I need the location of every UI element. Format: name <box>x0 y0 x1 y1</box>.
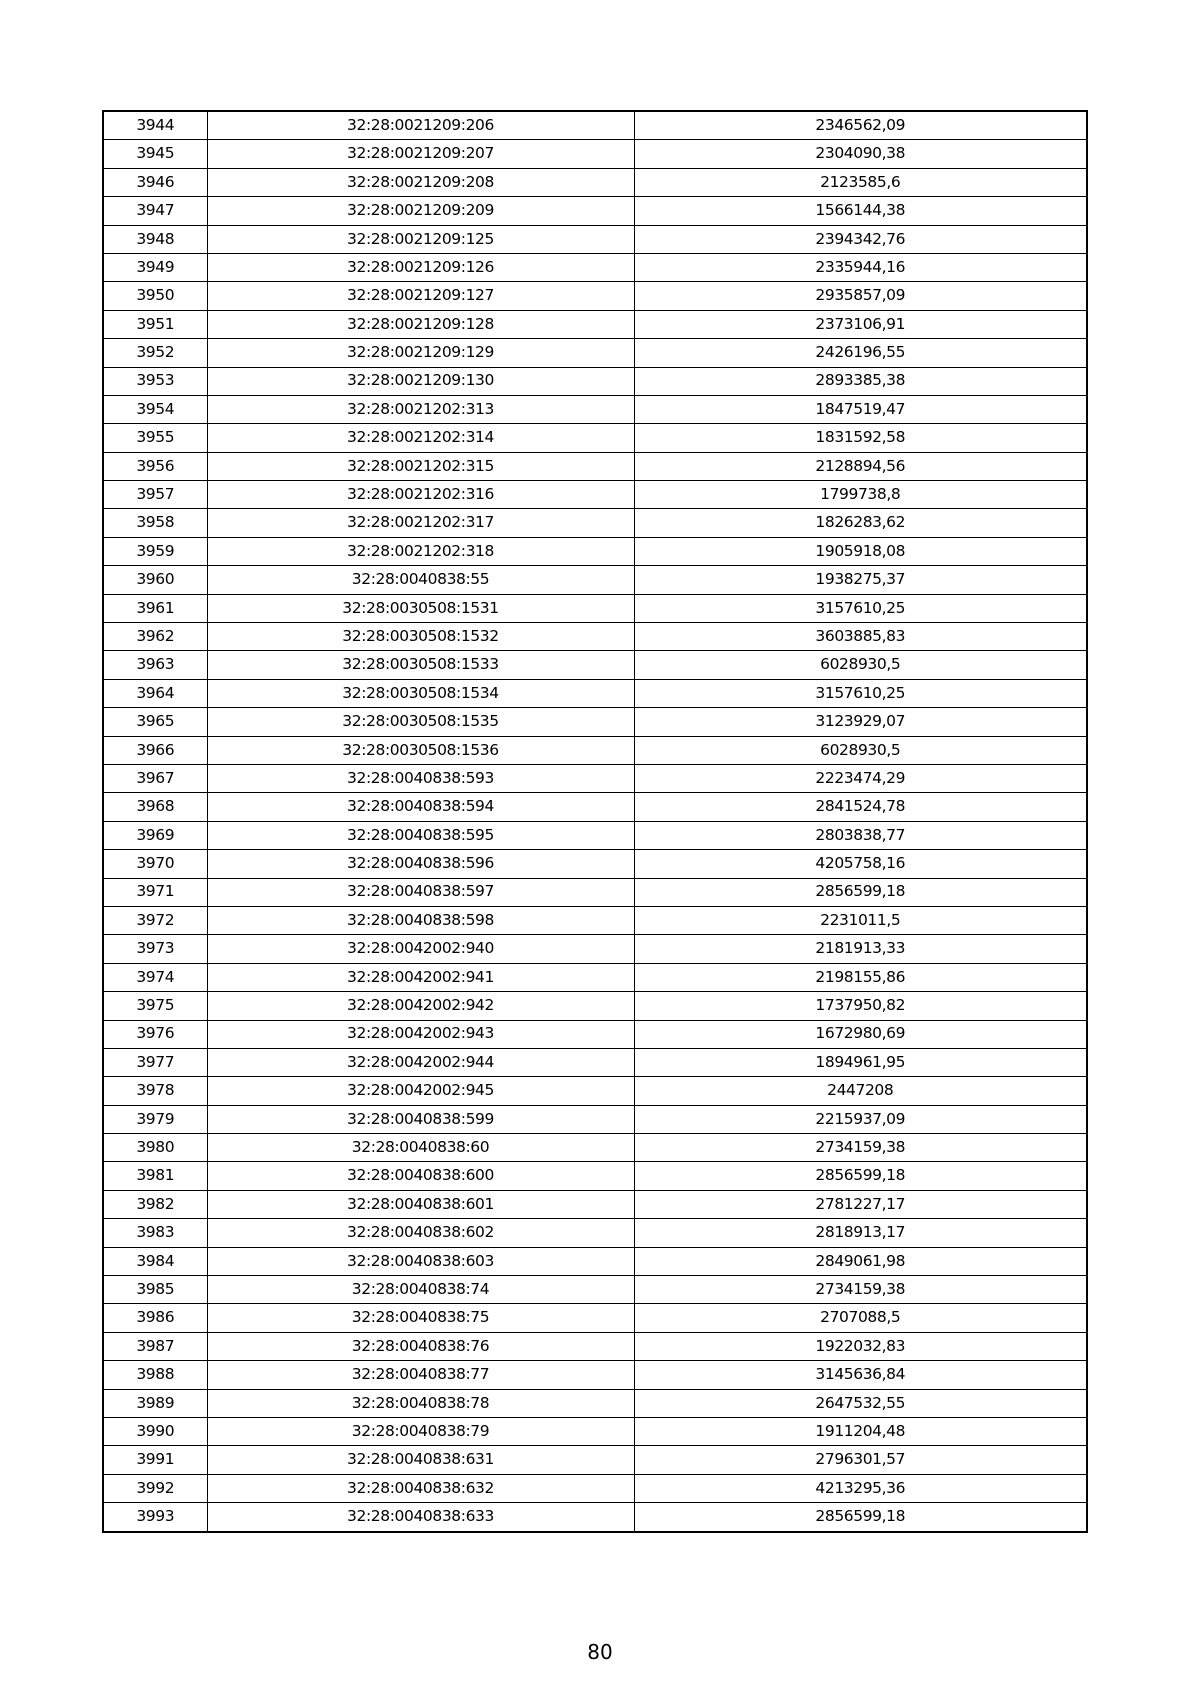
row-number-cell: 3982 <box>103 1190 207 1218</box>
table-row <box>103 225 1087 253</box>
cadastral-number-cell: 32:28:0030508:1533 <box>207 651 634 679</box>
row-number-cell: 3990 <box>103 1417 207 1445</box>
cadastral-value-cell: 1672980,69 <box>634 1020 1087 1048</box>
cadastral-number-cell: 32:28:0021209:130 <box>207 367 634 395</box>
cadastral-number-cell: 32:28:0021209:207 <box>207 140 634 168</box>
row-number-cell: 3955 <box>103 424 207 452</box>
table-row <box>103 253 1087 281</box>
cadastral-number-cell: 32:28:0021209:126 <box>207 253 634 281</box>
cadastral-value-cell: 2707088,5 <box>634 1304 1087 1332</box>
cadastral-number-cell: 32:28:0021209:206 <box>207 111 634 140</box>
cadastral-value-cell: 2796301,57 <box>634 1446 1087 1474</box>
table-row <box>103 310 1087 338</box>
cadastral-value-cell: 2447208 <box>634 1077 1087 1105</box>
cadastral-value-cell: 2215937,09 <box>634 1105 1087 1133</box>
row-number-cell: 3950 <box>103 282 207 310</box>
row-number-cell: 3962 <box>103 623 207 651</box>
row-number-cell: 3963 <box>103 651 207 679</box>
cadastral-value-cell: 2304090,38 <box>634 140 1087 168</box>
cadastral-value-cell: 3603885,83 <box>634 623 1087 651</box>
table-row <box>103 1276 1087 1304</box>
cadastral-value-cell: 2849061,98 <box>634 1247 1087 1275</box>
row-number-cell: 3987 <box>103 1332 207 1360</box>
cadastral-value-cell: 2373106,91 <box>634 310 1087 338</box>
cadastral-value-cell: 6028930,5 <box>634 651 1087 679</box>
row-number-cell: 3988 <box>103 1361 207 1389</box>
cadastral-number-cell: 32:28:0021209:127 <box>207 282 634 310</box>
cadastral-number-cell: 32:28:0042002:940 <box>207 935 634 963</box>
cadastral-value-cell: 2394342,76 <box>634 225 1087 253</box>
row-number-cell: 3960 <box>103 566 207 594</box>
table-body <box>103 111 1087 1532</box>
cadastral-value-cell: 4213295,36 <box>634 1474 1087 1502</box>
cadastral-number-cell: 32:28:0021209:208 <box>207 168 634 196</box>
table-row <box>103 878 1087 906</box>
cadastral-number-cell: 32:28:0021202:317 <box>207 509 634 537</box>
cadastral-value-cell: 2935857,09 <box>634 282 1087 310</box>
row-number-cell: 3945 <box>103 140 207 168</box>
table-row <box>103 452 1087 480</box>
table-row <box>103 1219 1087 1247</box>
cadastral-value-cell: 2856599,18 <box>634 1162 1087 1190</box>
row-number-cell: 3946 <box>103 168 207 196</box>
row-number-cell: 3993 <box>103 1503 207 1532</box>
cadastral-number-cell: 32:28:0021209:209 <box>207 197 634 225</box>
row-number-cell: 3980 <box>103 1134 207 1162</box>
table-row <box>103 935 1087 963</box>
table-row <box>103 736 1087 764</box>
cadastral-number-cell: 32:28:0042002:943 <box>207 1020 634 1048</box>
table-row <box>103 1446 1087 1474</box>
row-number-cell: 3961 <box>103 594 207 622</box>
table-row <box>103 623 1087 651</box>
table-row <box>103 708 1087 736</box>
table-row <box>103 424 1087 452</box>
row-number-cell: 3972 <box>103 906 207 934</box>
cadastral-value-cell: 2781227,17 <box>634 1190 1087 1218</box>
cadastral-value-cell: 2841524,78 <box>634 793 1087 821</box>
cadastral-value-cell: 1737950,82 <box>634 992 1087 1020</box>
row-number-cell: 3969 <box>103 821 207 849</box>
cadastral-number-cell: 32:28:0040838:632 <box>207 1474 634 1502</box>
cadastral-number-cell: 32:28:0040838:599 <box>207 1105 634 1133</box>
cadastral-number-cell: 32:28:0042002:944 <box>207 1048 634 1076</box>
cadastral-value-cell: 2426196,55 <box>634 339 1087 367</box>
cadastral-value-cell: 2734159,38 <box>634 1134 1087 1162</box>
cadastral-value-cell: 2647532,55 <box>634 1389 1087 1417</box>
cadastral-value-cell: 2734159,38 <box>634 1276 1087 1304</box>
cadastral-value-cell: 2335944,16 <box>634 253 1087 281</box>
cadastral-number-cell: 32:28:0040838:603 <box>207 1247 634 1275</box>
row-number-cell: 3989 <box>103 1389 207 1417</box>
table-row <box>103 1361 1087 1389</box>
row-number-cell: 3965 <box>103 708 207 736</box>
table-row <box>103 906 1087 934</box>
cadastral-number-cell: 32:28:0040838:602 <box>207 1219 634 1247</box>
row-number-cell: 3976 <box>103 1020 207 1048</box>
cadastral-value-cell: 1894961,95 <box>634 1048 1087 1076</box>
table-row <box>103 1077 1087 1105</box>
cadastral-number-cell: 32:28:0040838:76 <box>207 1332 634 1360</box>
cadastral-value-cell: 6028930,5 <box>634 736 1087 764</box>
row-number-cell: 3944 <box>103 111 207 140</box>
table-row <box>103 1048 1087 1076</box>
cadastral-value-cell: 1922032,83 <box>634 1332 1087 1360</box>
table-row <box>103 111 1087 140</box>
cadastral-value-cell: 1847519,47 <box>634 395 1087 423</box>
cadastral-number-cell: 32:28:0021209:128 <box>207 310 634 338</box>
table-row <box>103 651 1087 679</box>
cadastral-number-cell: 32:28:0042002:941 <box>207 963 634 991</box>
row-number-cell: 3970 <box>103 850 207 878</box>
cadastral-number-cell: 32:28:0030508:1532 <box>207 623 634 651</box>
table-row <box>103 395 1087 423</box>
table-row <box>103 537 1087 565</box>
row-number-cell: 3973 <box>103 935 207 963</box>
cadastral-value-cell: 2231011,5 <box>634 906 1087 934</box>
table-row <box>103 168 1087 196</box>
cadastral-number-cell: 32:28:0040838:633 <box>207 1503 634 1532</box>
cadastral-number-cell: 32:28:0042002:945 <box>207 1077 634 1105</box>
row-number-cell: 3951 <box>103 310 207 338</box>
table-row <box>103 1503 1087 1532</box>
table-row <box>103 594 1087 622</box>
cadastral-value-cell: 1911204,48 <box>634 1417 1087 1445</box>
cadastral-value-cell: 2818913,17 <box>634 1219 1087 1247</box>
cadastral-value-cell: 1799738,8 <box>634 481 1087 509</box>
cadastral-number-cell: 32:28:0040838:78 <box>207 1389 634 1417</box>
cadastral-value-cell: 2128894,56 <box>634 452 1087 480</box>
cadastral-value-table <box>102 110 1088 1533</box>
cadastral-number-cell: 32:28:0021202:315 <box>207 452 634 480</box>
row-number-cell: 3977 <box>103 1048 207 1076</box>
cadastral-value-cell: 2198155,86 <box>634 963 1087 991</box>
cadastral-number-cell: 32:28:0021202:318 <box>207 537 634 565</box>
cadastral-number-cell: 32:28:0021209:125 <box>207 225 634 253</box>
row-number-cell: 3978 <box>103 1077 207 1105</box>
cadastral-value-cell: 2856599,18 <box>634 1503 1087 1532</box>
cadastral-number-cell: 32:28:0040838:594 <box>207 793 634 821</box>
cadastral-number-cell: 32:28:0040838:60 <box>207 1134 634 1162</box>
table-row <box>103 850 1087 878</box>
page-number: 80 <box>587 1640 613 1664</box>
row-number-cell: 3975 <box>103 992 207 1020</box>
table-row <box>103 197 1087 225</box>
row-number-cell: 3966 <box>103 736 207 764</box>
row-number-cell: 3954 <box>103 395 207 423</box>
cadastral-number-cell: 32:28:0040838:74 <box>207 1276 634 1304</box>
table-row <box>103 821 1087 849</box>
cadastral-number-cell: 32:28:0040838:597 <box>207 878 634 906</box>
row-number-cell: 3949 <box>103 253 207 281</box>
cadastral-value-cell: 2893385,38 <box>634 367 1087 395</box>
row-number-cell: 3979 <box>103 1105 207 1133</box>
cadastral-number-cell: 32:28:0021202:313 <box>207 395 634 423</box>
cadastral-number-cell: 32:28:0040838:593 <box>207 764 634 792</box>
table-row <box>103 509 1087 537</box>
row-number-cell: 3958 <box>103 509 207 537</box>
cadastral-value-cell: 2346562,09 <box>634 111 1087 140</box>
cadastral-value-cell: 3145636,84 <box>634 1361 1087 1389</box>
cadastral-number-cell: 32:28:0021209:129 <box>207 339 634 367</box>
table-row <box>103 481 1087 509</box>
table-row <box>103 1134 1087 1162</box>
row-number-cell: 3957 <box>103 481 207 509</box>
cadastral-number-cell: 32:28:0040838:601 <box>207 1190 634 1218</box>
row-number-cell: 3947 <box>103 197 207 225</box>
row-number-cell: 3953 <box>103 367 207 395</box>
cadastral-value-cell: 1905918,08 <box>634 537 1087 565</box>
table-row <box>103 963 1087 991</box>
cadastral-number-cell: 32:28:0030508:1535 <box>207 708 634 736</box>
cadastral-value-cell: 2223474,29 <box>634 764 1087 792</box>
cadastral-number-cell: 32:28:0040838:596 <box>207 850 634 878</box>
row-number-cell: 3985 <box>103 1276 207 1304</box>
table-row <box>103 992 1087 1020</box>
row-number-cell: 3968 <box>103 793 207 821</box>
cadastral-number-cell: 32:28:0021202:316 <box>207 481 634 509</box>
cadastral-value-cell: 2803838,77 <box>634 821 1087 849</box>
cadastral-number-cell: 32:28:0042002:942 <box>207 992 634 1020</box>
cadastral-number-cell: 32:28:0030508:1531 <box>207 594 634 622</box>
row-number-cell: 3992 <box>103 1474 207 1502</box>
row-number-cell: 3981 <box>103 1162 207 1190</box>
cadastral-number-cell: 32:28:0040838:600 <box>207 1162 634 1190</box>
table-row <box>103 367 1087 395</box>
row-number-cell: 3952 <box>103 339 207 367</box>
row-number-cell: 3959 <box>103 537 207 565</box>
table-row <box>103 566 1087 594</box>
row-number-cell: 3974 <box>103 963 207 991</box>
cadastral-value-cell: 1826283,62 <box>634 509 1087 537</box>
row-number-cell: 3991 <box>103 1446 207 1474</box>
cadastral-number-cell: 32:28:0040838:75 <box>207 1304 634 1332</box>
row-number-cell: 3956 <box>103 452 207 480</box>
table-row <box>103 1247 1087 1275</box>
table-row <box>103 282 1087 310</box>
cadastral-value-cell: 4205758,16 <box>634 850 1087 878</box>
table-row <box>103 1304 1087 1332</box>
table-row <box>103 1105 1087 1133</box>
cadastral-value-cell: 1831592,58 <box>634 424 1087 452</box>
table-row <box>103 679 1087 707</box>
cadastral-number-cell: 32:28:0040838:77 <box>207 1361 634 1389</box>
cadastral-number-cell: 32:28:0030508:1534 <box>207 679 634 707</box>
table-row <box>103 1190 1087 1218</box>
table-row <box>103 1020 1087 1048</box>
table-row <box>103 793 1087 821</box>
table-row <box>103 140 1087 168</box>
table-row <box>103 1332 1087 1360</box>
cadastral-value-cell: 3123929,07 <box>634 708 1087 736</box>
cadastral-number-cell: 32:28:0040838:598 <box>207 906 634 934</box>
cadastral-number-cell: 32:28:0030508:1536 <box>207 736 634 764</box>
cadastral-value-cell: 3157610,25 <box>634 679 1087 707</box>
table-row <box>103 1474 1087 1502</box>
cadastral-value-cell: 2181913,33 <box>634 935 1087 963</box>
row-number-cell: 3984 <box>103 1247 207 1275</box>
cadastral-value-cell: 2123585,6 <box>634 168 1087 196</box>
cadastral-value-cell: 3157610,25 <box>634 594 1087 622</box>
row-number-cell: 3964 <box>103 679 207 707</box>
row-number-cell: 3948 <box>103 225 207 253</box>
cadastral-value-cell: 1566144,38 <box>634 197 1087 225</box>
cadastral-number-cell: 32:28:0040838:79 <box>207 1417 634 1445</box>
cadastral-number-cell: 32:28:0040838:595 <box>207 821 634 849</box>
row-number-cell: 3971 <box>103 878 207 906</box>
table-row <box>103 764 1087 792</box>
cadastral-number-cell: 32:28:0021202:314 <box>207 424 634 452</box>
table-row <box>103 1389 1087 1417</box>
cadastral-number-cell: 32:28:0040838:631 <box>207 1446 634 1474</box>
cadastral-value-cell: 2856599,18 <box>634 878 1087 906</box>
cadastral-number-cell: 32:28:0040838:55 <box>207 566 634 594</box>
table-row <box>103 1417 1087 1445</box>
cadastral-value-cell: 1938275,37 <box>634 566 1087 594</box>
row-number-cell: 3967 <box>103 764 207 792</box>
table-row <box>103 339 1087 367</box>
row-number-cell: 3986 <box>103 1304 207 1332</box>
table-row <box>103 1162 1087 1190</box>
row-number-cell: 3983 <box>103 1219 207 1247</box>
